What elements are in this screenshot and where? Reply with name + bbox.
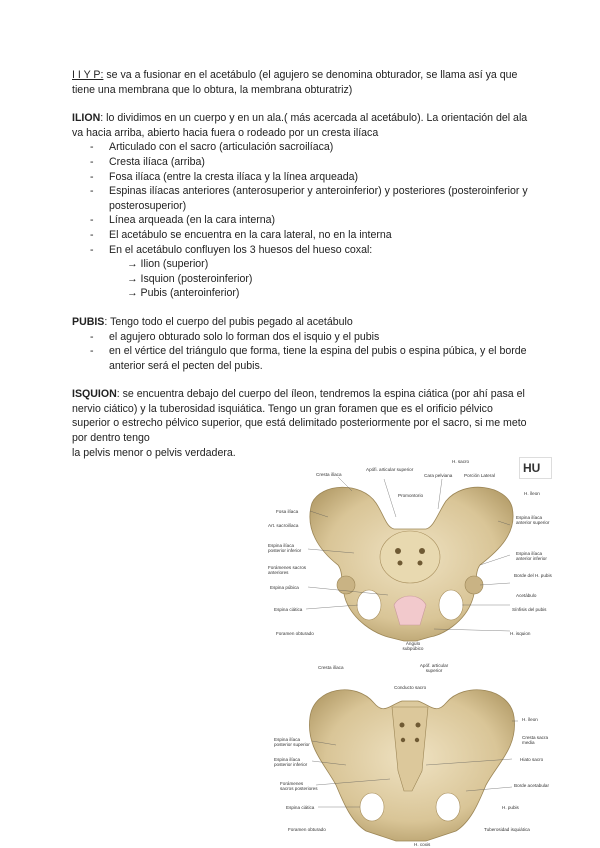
ilion-section [72,111,532,301]
list-item: - El acetábulo se encuentra en la cara lateral, no en la interna [90,228,532,243]
label-fosa-iliaca: Fosa ilíaca [276,509,299,514]
sublist-item: → Isquion (posteroinferior) [127,272,253,285]
label-h-pubis: H. pubis [502,805,519,810]
isquion-heading: ISQUION [72,388,117,401]
intro-text: se va a fusionar en el acetábulo (el agujero se denomina obturador, se llama así ya que tiene una membrana que lo obtura, la membrana obturatriz) [72,69,518,96]
label-foramen-obturado-posterior: Foramen obturado [288,827,326,832]
label-h-ileon-top: H. íleon [524,491,540,496]
label-espina-posterior-inferior-b: Espina ilíaca posterior inferior [274,757,308,767]
list-item: - Espinas ilíacas anteriores (anterosuperior y anteroinferior) y posteriores (posteroinferior y posterosuperior) [90,184,532,213]
sublist-item: → Ilion (superior) [127,258,209,271]
label-promontorio: Promontorio [398,493,424,498]
label-cresta-iliaca-posterior: Cresta ilíaca [318,665,344,670]
label-espina-posterior-inferior: Espina ilíaca posterior inferior [268,543,302,553]
pubis-text: : Tengo todo el cuerpo del pubis pegado al acetábulo [104,315,353,328]
label-angulo-subpubico: Ángulo subpúbico [402,641,424,651]
isquion-text-continued: la pelvis menor o pelvis verdadera. [72,446,236,459]
pubis-section [72,315,532,373]
ilion-list [72,140,532,301]
label-hiato-sacro: Hiato sacro [520,757,544,762]
label-porcion-lateral: Porción Lateral [464,473,495,478]
ilion-text: : lo dividimos en un cuerpo y en un ala.( más acercada al acetábulo). La orientación del ala va hacia arriba, abierto hacia fuera o rodeado por un cresta ilíaca [72,112,528,139]
list-item-text: - En el acetábulo confluyen los 3 huesos del hueso coxal: [109,243,373,256]
list-item: - Línea arqueada (en la cara interna) [90,213,532,228]
intro-heading: I I Y P: [72,69,104,81]
label-espina-posterior-superior: Espina ilíaca posterior superior [274,737,310,747]
label-conducto-sacro: Conducto sacro [394,685,427,690]
label-apofisis-posterior: Apóf. articular superior [419,663,449,673]
label-borde-acetabular: Borde acetabular [514,783,549,788]
sublist-item: → Pubis (anteroinferior) [127,287,240,300]
list-item: - el agujero obturado solo lo forman dos el isquio y el pubis [90,330,532,345]
label-espina-ciatica-posterior: Espina ciática [286,805,315,810]
figure-corner-title: HU [519,457,552,479]
list-item [90,243,532,301]
label-forames-sacros: Forámenes sacros anteriores [268,565,307,575]
isquion-text: : se encuentra debajo del cuerpo del íleon, tendremos la espina ciática (por ahí pasa el nervio ciático) y la tuberosidad isquiática. Tengo un gran foramen que es el orificio pélvico superior o estrecho pélvico superior, que está delimitado posteriormente por el sacro, si me meto por dentro tengo [72,388,527,445]
document-body [72,68,532,474]
label-h-sacro: H. sacro [452,459,470,464]
pubis-list [72,330,532,374]
label-espina-anterior-inferior: Espina ilíaca anterior inferior [516,551,547,561]
label-espina-anterior-superior: Espina ilíaca anterior superior [516,515,550,525]
label-h-coxis: H. coxis [414,842,431,847]
label-h-ileon: H. íleon [522,717,538,722]
label-borde-pubis: Borde del H. pubis [514,573,552,578]
list-item: - en el vértice del triángulo que forma, tiene la espina del pubis o espina púbica, y el borde anterior será el pecten del pubis. [90,344,532,373]
list-item: - Articulado con el sacro (articulación sacroilíaca) [90,140,532,155]
list-item: - Fosa ilíaca (entre la cresta ilíaca y la línea arqueada) [90,170,532,185]
pelvis-posterior-view [309,690,514,841]
label-cresta-sacra: Cresta sacra media [522,735,549,745]
label-forames-sacros-posteriores: Forámenes sacros posteriores [280,781,318,791]
label-h-isquion: H. isquion [510,631,531,636]
pelvis-illustration [266,455,552,848]
label-cresta-iliaca: Cresta ilíaca [316,472,342,477]
list-item: - Cresta ilíaca (arriba) [90,155,532,170]
pubis-heading: PUBIS [72,315,105,328]
isquion-section [72,387,532,460]
label-espina-pubica: Espina púbica [270,585,299,590]
label-foramen-obturado: Foramen obturado [276,631,314,636]
label-sinfisis: Sínfisis del pubis [512,607,547,612]
label-art-sacroiliaca: Art. sacroilíaca [268,523,299,528]
label-acetabulo: Acetábulo [516,593,537,598]
label-espina-ciatica: Espina ciática [274,607,303,612]
label-tuberosidad: Tuberosidad isquiática [484,827,530,832]
intro-paragraph [72,68,532,97]
label-apofisis-articular: Apófi. articular superior [366,467,414,472]
ilion-heading: ILION [72,112,101,125]
label-cara-pelviana: Cara pelviana [424,473,453,478]
